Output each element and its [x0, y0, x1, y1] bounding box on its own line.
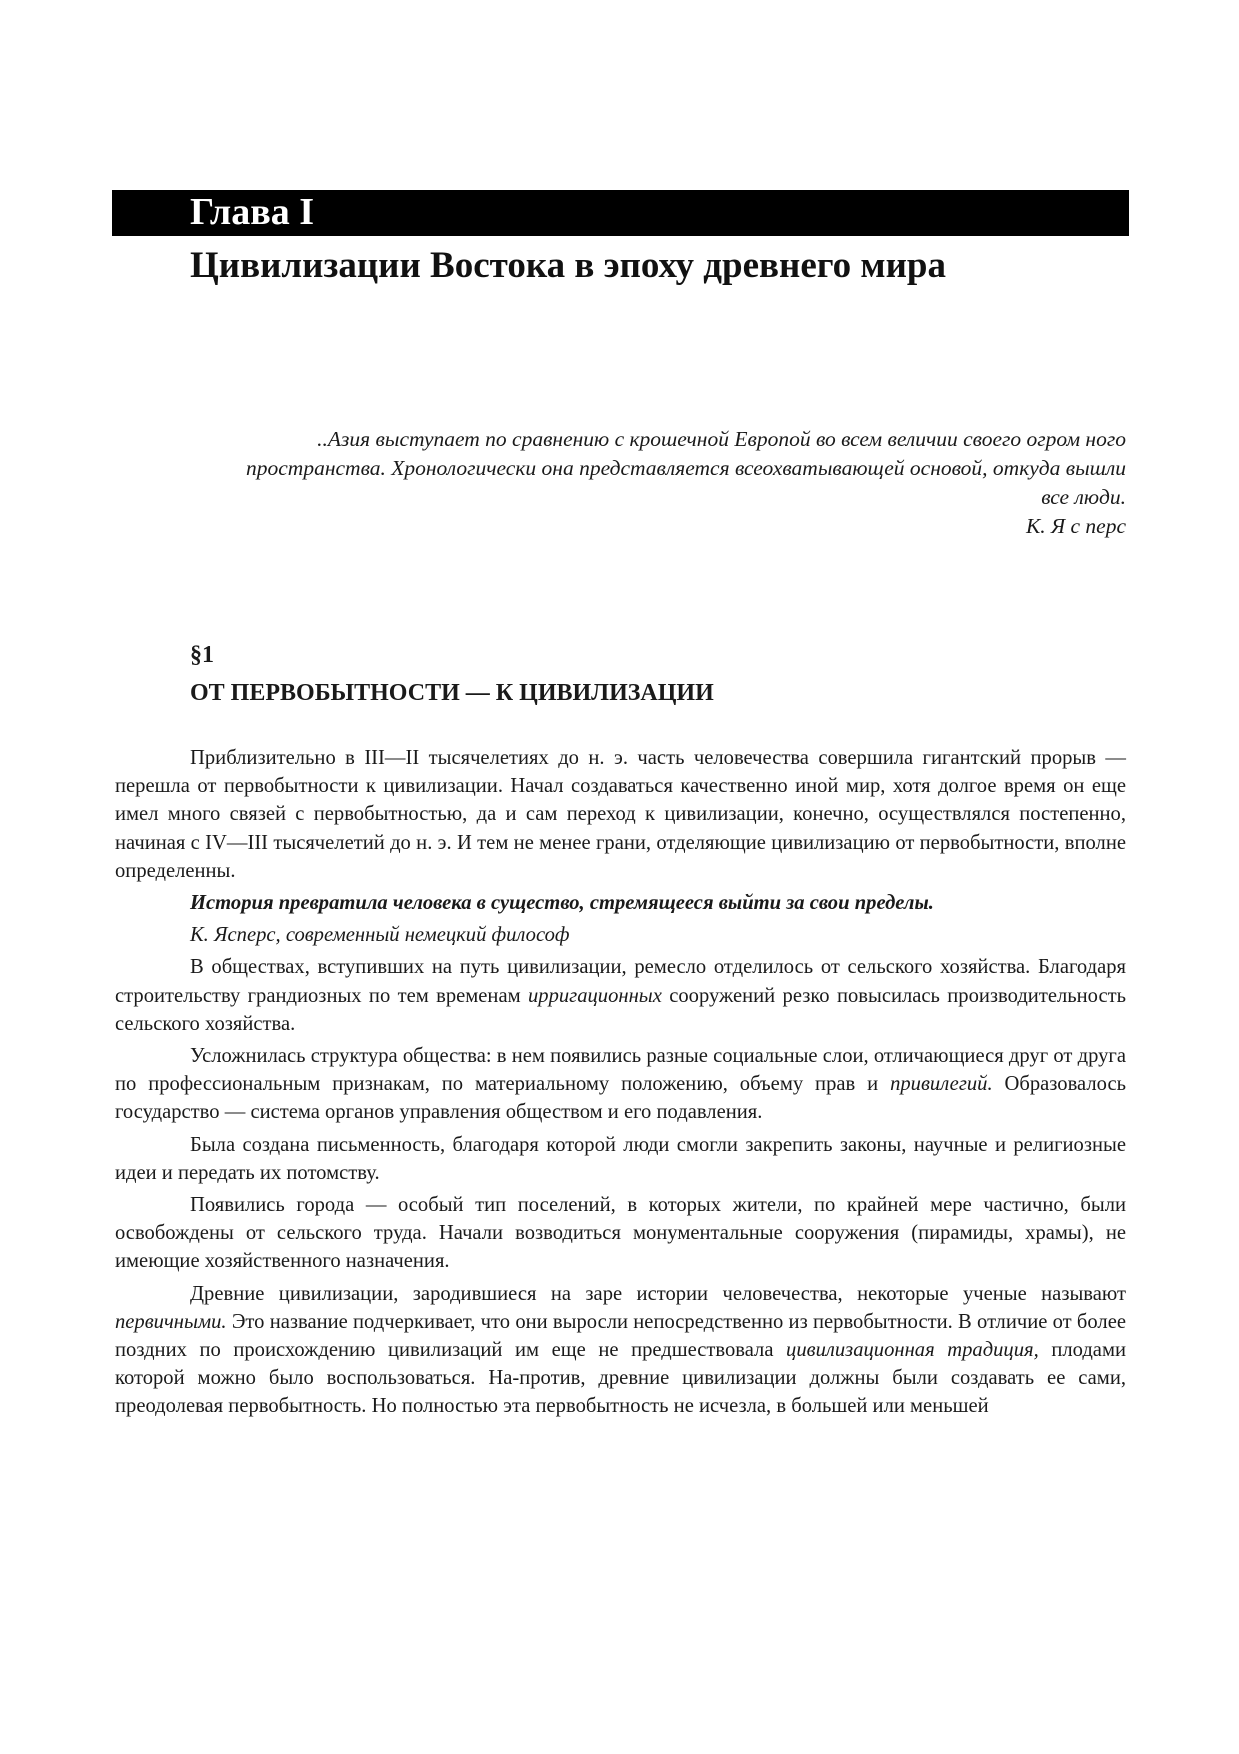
paragraph [115, 1042, 1126, 1127]
term: привилегий. [890, 1073, 993, 1096]
paragraph [115, 953, 1126, 1038]
term: цивилизационная традиция, [786, 1339, 1039, 1362]
text-span: Это название подчеркивает, что они выросли непосредственно из первобытности. В отличие от более поздних по происхождению цивилизаций им еще не предшествовала [115, 1310, 1126, 1362]
text-span: Усложнилась структура общества: в нем появились разные социальные слои, отличающиеся друг от друга по профессиональным признакам, по материальному положению, объему прав и [115, 1045, 1126, 1096]
body-text [115, 744, 1126, 1425]
term: ирригационных [527, 984, 662, 1007]
quote: История превратила человека в существо, стремящееся выйти за свои пределы. [190, 892, 934, 915]
epigraph [112, 425, 1126, 541]
text-span: Древние цивилизации, зародившиеся на заре истории человечества, некоторые ученые называют [190, 1282, 1126, 1305]
text-span: В обществах, вступивших на путь цивилизации, ремесло отделилось от сельского хозяйства. Благодаря строительству грандиозных по тем временам [115, 956, 1126, 1007]
section-title: ОТ ПЕРВОБЫТНОСТИ — К ЦИВИЛИЗАЦИИ [190, 680, 714, 706]
section-number: §1 [190, 642, 214, 668]
quote-source: К. Ясперс, современный немецкий философ [190, 924, 570, 947]
epigraph-line: пространства. Хронологически она представляется всеохватывающей основой, откуда вышли [246, 456, 1126, 480]
epigraph-line: ..Азия выступает по сравнению с крошечной Европой во всем величии своего огром ного [317, 427, 1126, 451]
text-span: сооружений резко повысилась производительность сельского хозяйства. [115, 984, 1126, 1035]
epigraph-author: К. Я с перс [1025, 514, 1126, 538]
text-span: плодами которой можно было воспользоваться. На-против, древние цивилизации должны были создавать ее сами, преодолевая первобытность. Но полностью эта первобытность не исчезла, в большей или меньшей [115, 1339, 1126, 1418]
paragraph: Появились города — особый тип поселений, в которых жители, по крайней мере частично, были освобождены от сельского труда. Начали возводиться монументальные сооружения (пирамиды, храмы), не имеющие хозяйственного назначения. [115, 1194, 1126, 1273]
epigraph-line: все люди. [1041, 485, 1126, 509]
text-span: Образовалось государство — система органов управления обществом и его подавления. [115, 1073, 1127, 1124]
term: первичными. [115, 1310, 227, 1333]
paragraph: Была создана письменность, благодаря которой люди смогли закрепить законы, научные и религиозные идеи и передать их потомству. [115, 1133, 1126, 1184]
paragraph: Приблизительно в III—II тысячелетиях до н. э. часть человечества совершила гигантский прорыв — перешла от первобытности к цивилизации. Начал создаваться качественно иной мир, хотя долгое время он еще имел много связей с первобытностью, да и сам переход к цивилизации, конечно, осуществлялся постепенно, начиная с IV—III тысячелетий до н. э. И тем не менее грани, отделяющие цивилизацию от первобытности, вполне определенны. [115, 747, 1126, 882]
paragraph [115, 1280, 1126, 1421]
chapter-title: Цивилизации Востока в эпоху древнего мира [190, 245, 946, 286]
chapter-label: Глава I [190, 191, 315, 233]
